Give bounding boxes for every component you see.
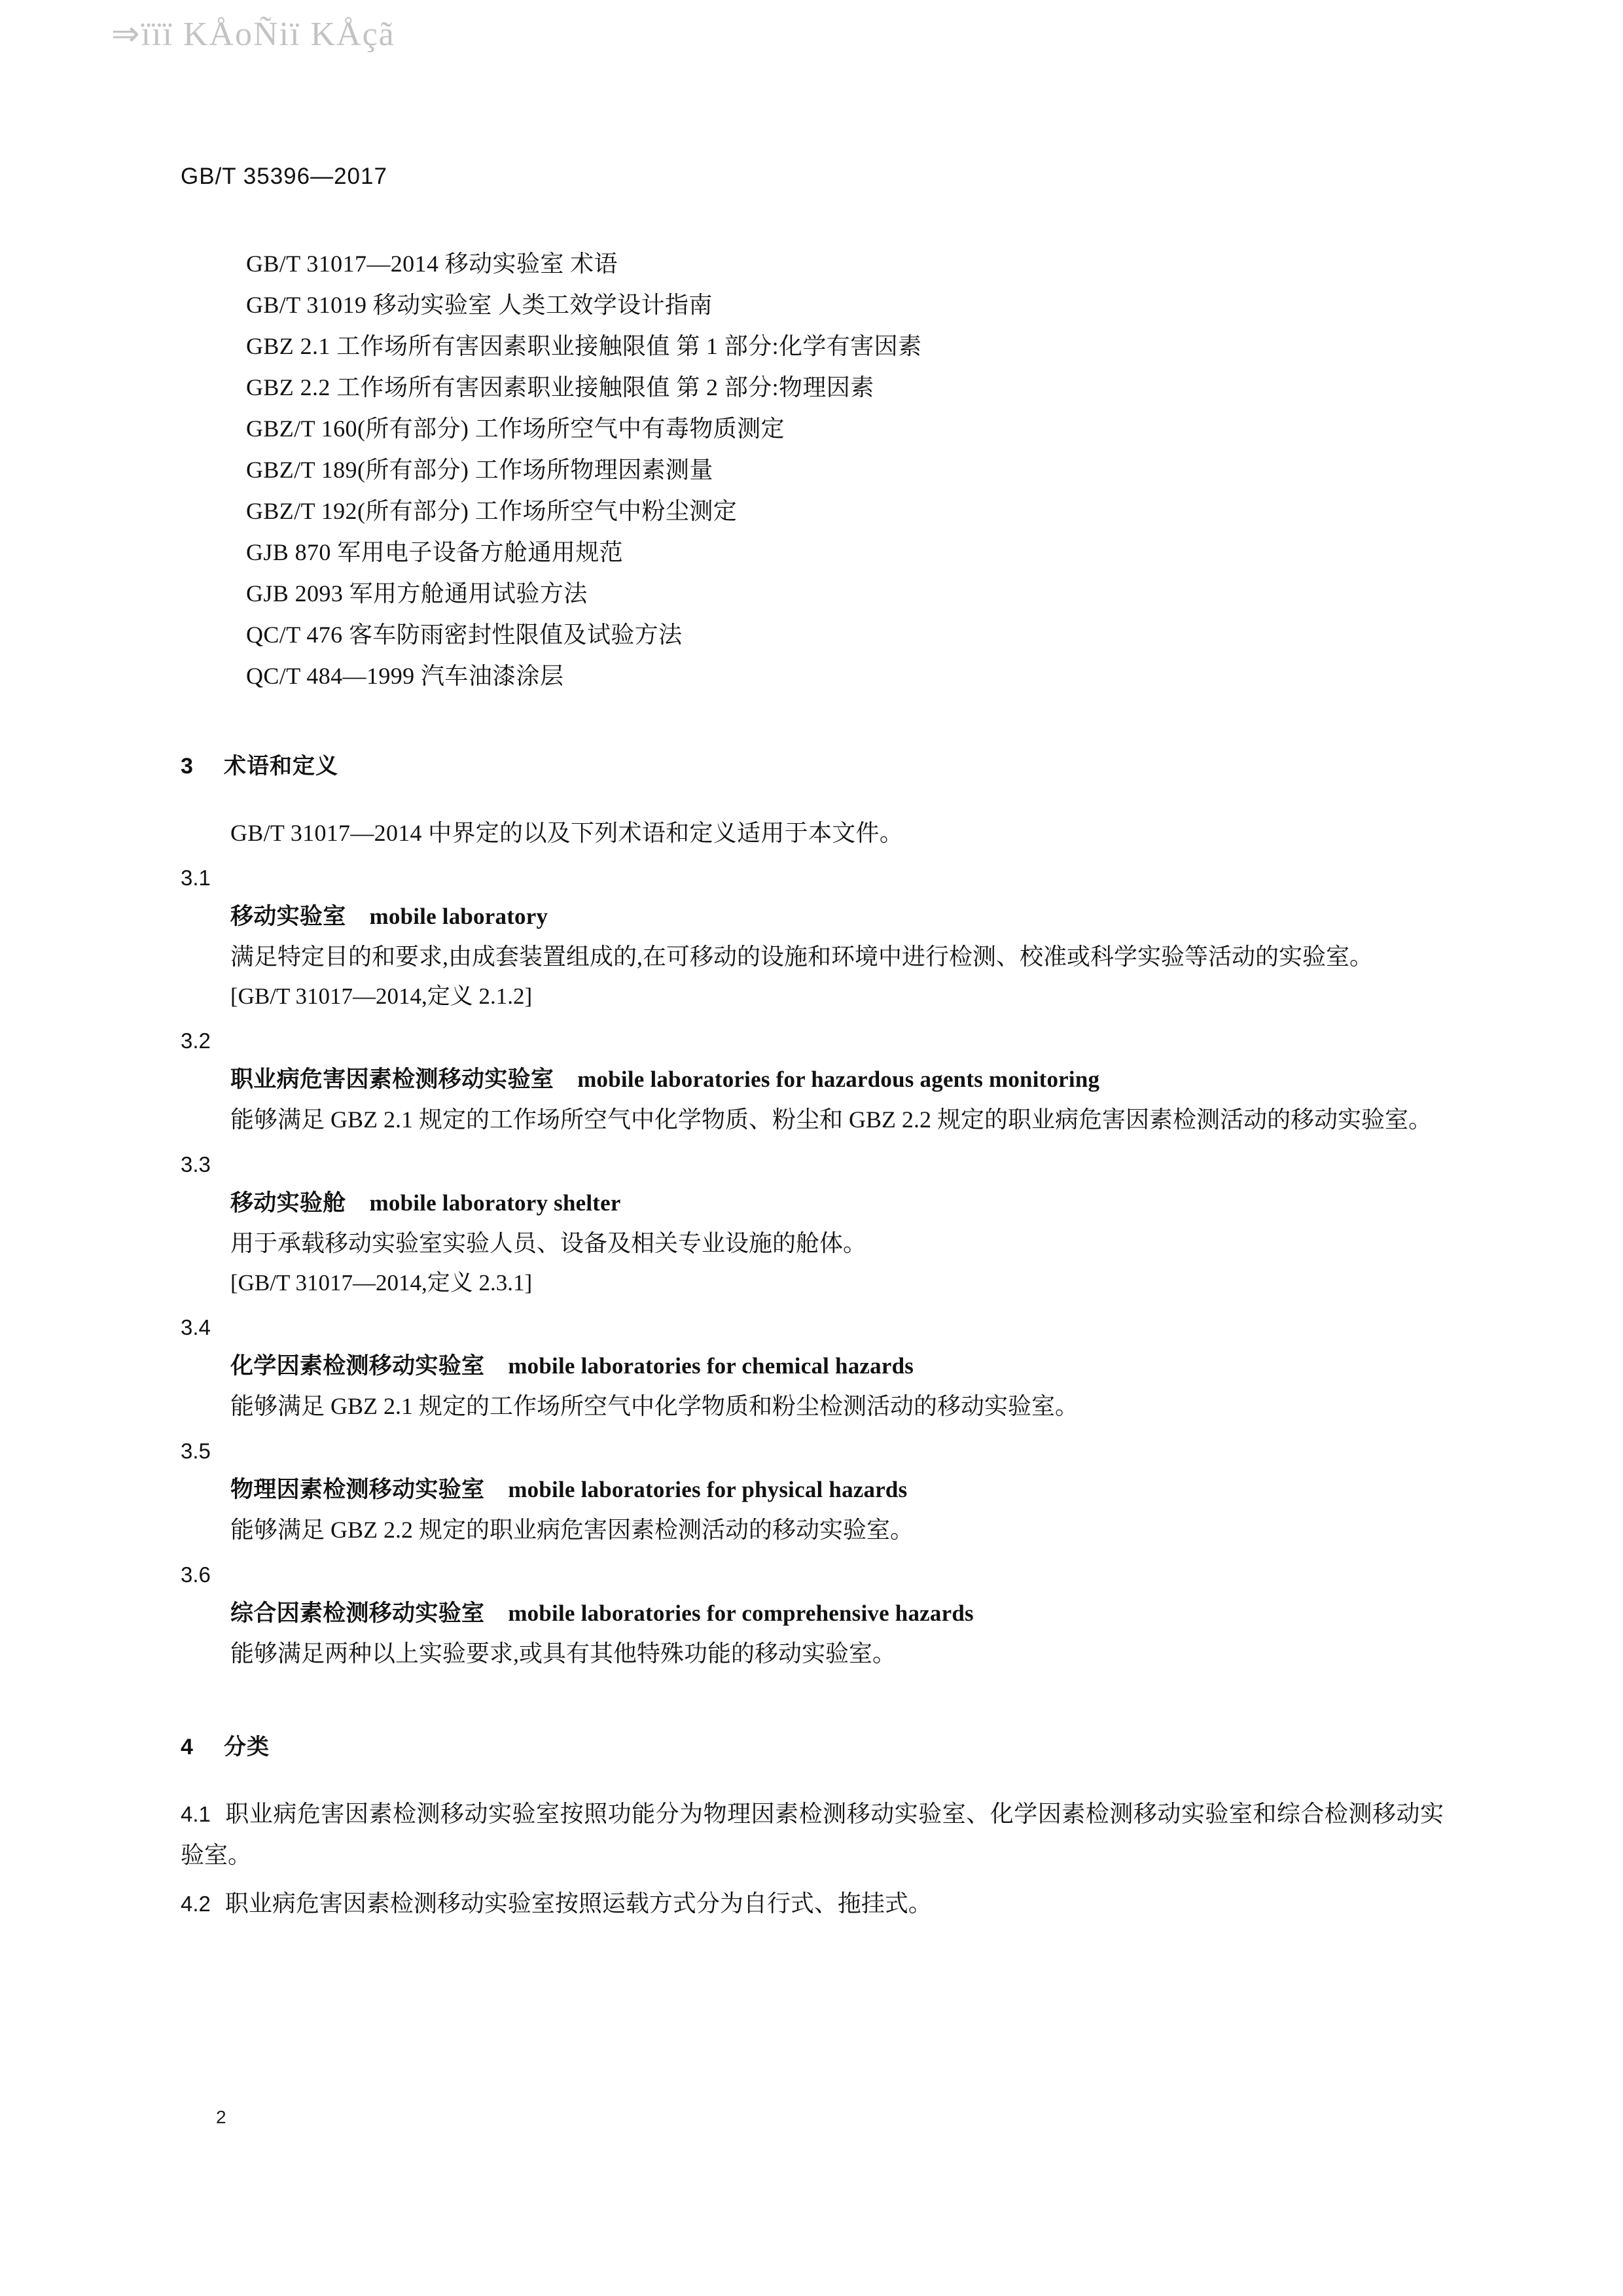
- term-title-zh: 物理因素检测移动实验室: [230, 1477, 485, 1502]
- section-4-item: [181, 1793, 1444, 1875]
- section-3-heading: [181, 748, 1444, 780]
- term-definition: 能够满足 GBZ 2.2 规定的职业病危害因素检测活动的移动实验室。: [230, 1517, 914, 1543]
- term-definition: 用于承载移动实验室实验人员、设备及相关专业设施的舱体。: [230, 1230, 867, 1256]
- normative-references-list: [181, 243, 1444, 697]
- section-3-intro: GB/T 31017—2014 中界定的以及下列术语和定义适用于本文件。: [230, 820, 904, 846]
- list-item: GBZ/T 160(所有部分) 工作场所空气中有毒物质测定: [246, 415, 785, 442]
- term-title-zh: 综合因素检测移动实验室: [230, 1600, 485, 1626]
- list-item: GB/T 31019 移动实验室 人类工效学设计指南: [246, 292, 713, 318]
- section-4-heading: [181, 1729, 1444, 1761]
- list-item: GBZ/T 192(所有部分) 工作场所空气中粉尘测定: [246, 498, 738, 524]
- term-title-zh: 移动实验舱: [230, 1190, 346, 1216]
- item-index: 4.2: [181, 1892, 211, 1916]
- term-title-en: mobile laboratory: [369, 904, 548, 929]
- section-4-number: 4: [181, 1735, 194, 1759]
- scan-watermark: ⇒ïïï KÅoÑiï KÅçã: [111, 16, 395, 53]
- term-definition: 能够满足 GBZ 2.1 规定的工作场所空气中化学物质、粉尘和 GBZ 2.2 规定的职业病危害因素检测活动的移动实验室。: [230, 1106, 1433, 1133]
- list-item: QC/T 484—1999 汽车油漆涂层: [246, 663, 564, 689]
- list-item: GJB 870 军用电子设备方舱通用规范: [246, 539, 624, 565]
- term-definition: 能够满足两种以上实验要求,或具有其他特殊功能的移动实验室。: [230, 1640, 897, 1667]
- term-title: [230, 1470, 1444, 1510]
- term-source: [GB/T 31017—2014,定义 2.3.1]: [230, 1270, 533, 1296]
- term-title-zh: 移动实验室: [230, 904, 346, 929]
- term-title-zh: 化学因素检测移动实验室: [230, 1353, 485, 1379]
- list-item: GBZ/T 189(所有部分) 工作场所物理因素测量: [246, 457, 713, 483]
- term-number: 3.5: [181, 1439, 211, 1463]
- list-item: GJB 2093 军用方舱通用试验方法: [246, 580, 588, 607]
- term-title: [230, 1346, 1444, 1386]
- page-content: [181, 164, 1444, 1924]
- term-source: [GB/T 31017—2014,定义 2.1.2]: [230, 983, 533, 1009]
- list-item: GBZ 2.1 工作场所有害因素职业接触限值 第 1 部分:化学有害因素: [246, 333, 922, 359]
- list-item: GB/T 31017—2014 移动实验室 术语: [246, 251, 618, 277]
- term-number: 3.4: [181, 1315, 211, 1339]
- list-item: GBZ 2.2 工作场所有害因素职业接触限值 第 2 部分:物理因素: [246, 374, 874, 400]
- standard-number-header: GB/T 35396—2017: [181, 164, 387, 189]
- term-title: [230, 1593, 1444, 1633]
- section-4-title: 分类: [224, 1735, 270, 1759]
- term-number: 3.2: [181, 1029, 211, 1053]
- term-number: 3.6: [181, 1563, 211, 1587]
- term-title-en: mobile laboratories for physical hazards: [508, 1477, 908, 1502]
- item-index: 4.1: [181, 1802, 211, 1826]
- term-number: 3.3: [181, 1152, 211, 1176]
- section-3-number: 3: [181, 754, 194, 779]
- term-number: 3.1: [181, 866, 211, 890]
- term-title-en: mobile laboratories for chemical hazards: [508, 1353, 914, 1379]
- term-title: [230, 1059, 1444, 1099]
- section-4-item: [181, 1883, 1444, 1924]
- section-3-title: 术语和定义: [224, 754, 338, 779]
- term-definition: 满足特定目的和要求,由成套装置组成的,在可移动的设施和环境中进行检测、校准或科学实验等活动的实验室。: [230, 944, 1374, 970]
- item-text: 职业病危害因素检测移动实验室按照运载方式分为自行式、拖挂式。: [224, 1890, 932, 1916]
- page-number: 2: [216, 2107, 226, 2127]
- term-title: [230, 896, 1444, 936]
- list-item: QC/T 476 客车防雨密封性限值及试验方法: [246, 622, 683, 648]
- term-title-en: mobile laboratories for hazardous agents monitoring: [577, 1067, 1100, 1092]
- term-title: [230, 1183, 1444, 1223]
- term-title-en: mobile laboratory shelter: [369, 1190, 621, 1216]
- term-title-zh: 职业病危害因素检测移动实验室: [230, 1067, 554, 1092]
- term-title-en: mobile laboratories for comprehensive hazards: [508, 1600, 974, 1626]
- term-definition: 能够满足 GBZ 2.1 规定的工作场所空气中化学物质和粉尘检测活动的移动实验室。: [230, 1393, 1079, 1419]
- item-text: 职业病危害因素检测移动实验室按照功能分为物理因素检测移动实验室、化学因素检测移动实验室和综合检测移动实验室。: [181, 1801, 1444, 1868]
